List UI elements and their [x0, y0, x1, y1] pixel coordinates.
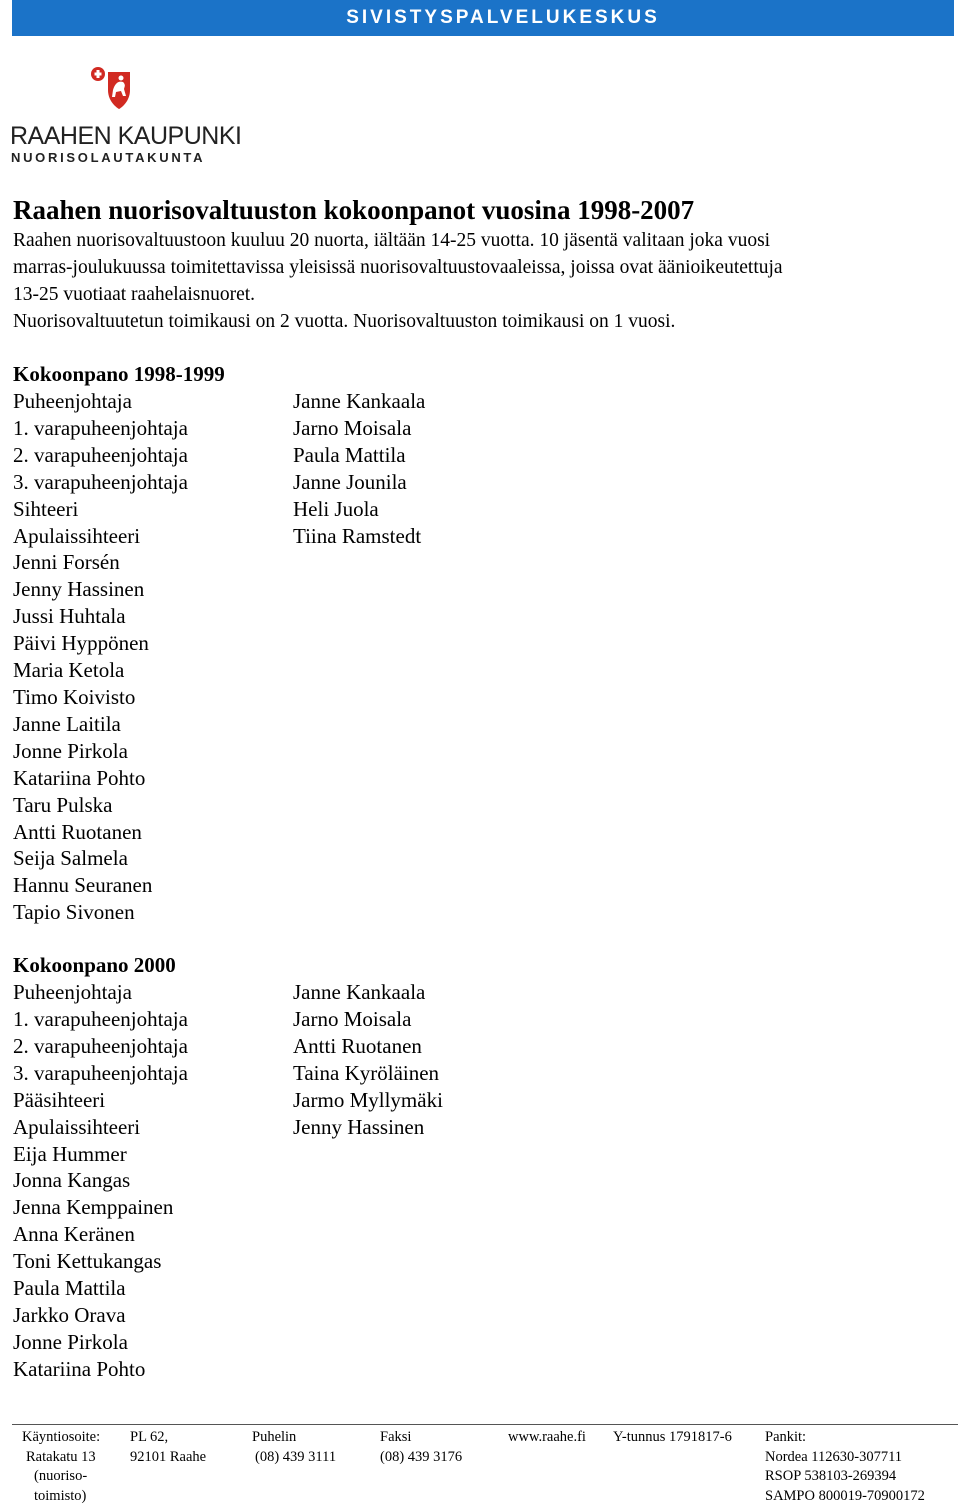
officer-name: Paula Mattila — [293, 442, 406, 467]
officer-role: Apulaissihteeri — [13, 523, 141, 548]
officer-role: Apulaissihteeri — [13, 1114, 141, 1139]
officer-row — [13, 442, 948, 469]
intro-line: 13-25 vuotiaat raahelaisnuoret. — [13, 284, 256, 305]
officer-role: 2. varapuheenjohtaja — [13, 442, 188, 467]
website-link[interactable]: www.raahe.fi — [508, 1429, 586, 1445]
address-line: Ratakatu 13 — [26, 1448, 96, 1465]
officer-name: Tiina Ramstedt — [293, 523, 422, 548]
officer-row — [13, 496, 948, 523]
officer-row — [13, 1087, 948, 1114]
member-name: Katariina Pohto — [13, 1356, 146, 1381]
officer-row — [13, 415, 948, 442]
officer-row — [13, 1114, 948, 1141]
member-name: Katariina Pohto — [13, 765, 146, 790]
member-name: Jonna Kangas — [13, 1168, 131, 1193]
bank-account: SAMPO 800019-70900172 — [765, 1487, 925, 1504]
member-name: Eija Hummer — [13, 1141, 127, 1166]
intro-line: Raahen nuorisovaltuustoon kuuluu 20 nuorta, iältään 14-25 vuotta. 10 jäsentä valitaan joka vuosi — [13, 230, 771, 251]
city-logo — [10, 64, 242, 165]
member-name: Jonne Pirkola — [13, 1329, 128, 1354]
officer-name: Jenny Hassinen — [293, 1114, 425, 1139]
bank-account: Nordea 112630-307711 — [765, 1448, 903, 1465]
member-name: Jonne Pirkola — [13, 738, 128, 763]
member-name: Maria Ketola — [13, 658, 125, 683]
fax-label: Faksi — [380, 1429, 412, 1445]
footer-fax — [380, 1428, 462, 1467]
officer-name: Jarno Moisala — [293, 415, 412, 440]
officer-name: Jarno Moisala — [293, 1007, 412, 1032]
officer-role: Puheenjohtaja — [13, 980, 132, 1005]
officer-role: 1. varapuheenjohtaja — [13, 1007, 188, 1032]
officer-name: Jarmo Myllymäki — [293, 1087, 443, 1112]
officer-role: 3. varapuheenjohtaja — [13, 469, 188, 494]
member-name: Jussi Huhtala — [13, 604, 126, 629]
banks-label: Pankit: — [765, 1429, 807, 1445]
member-name: Antti Ruotanen — [13, 819, 142, 844]
member-name: Taru Pulska — [13, 792, 113, 817]
officer-row — [13, 388, 948, 415]
member-name: Janne Laitila — [13, 711, 121, 736]
phone-label: Puhelin — [252, 1429, 297, 1445]
officer-role: 2. varapuheenjohtaja — [13, 1033, 188, 1058]
member-name: Hannu Seuranen — [13, 873, 153, 898]
officer-name: Antti Ruotanen — [293, 1033, 422, 1058]
member-name: Timo Koivisto — [13, 684, 136, 709]
officer-name: Janne Kankaala — [293, 389, 426, 413]
officer-name: Janne Jounila — [293, 469, 407, 494]
member-name: Tapio Sivonen — [13, 900, 135, 925]
footer-postal — [130, 1428, 206, 1467]
intro-line: Nuorisovaltuutetun toimikausi on 2 vuotta. Nuorisovaltuuston toimikausi on 1 vuosi. — [13, 311, 676, 332]
officer-row — [13, 1006, 948, 1033]
footer-phone — [252, 1428, 336, 1467]
footer-banks — [765, 1428, 925, 1506]
member-name: Jenny Hassinen — [13, 577, 145, 602]
section-title: Kokoonpano 1998-1999 — [13, 362, 225, 386]
footer-address — [22, 1428, 100, 1506]
officer-row — [13, 1060, 948, 1087]
business-id: Y-tunnus 1791817-6 — [613, 1429, 732, 1445]
member-name: Jenni Forsén — [13, 550, 120, 575]
composition-2000 — [13, 952, 948, 1383]
member-name: Paula Mattila — [13, 1276, 126, 1301]
crest-icon — [82, 64, 144, 116]
member-name: Jenna Kemppainen — [13, 1195, 174, 1220]
officer-role: 1. varapuheenjohtaja — [13, 415, 188, 440]
officer-row — [13, 979, 948, 1006]
address-label: Käyntiosoite: — [22, 1429, 101, 1445]
footer — [0, 1428, 960, 1506]
officer-role: Pääsihteeri — [13, 1087, 106, 1112]
fax-number: (08) 439 3176 — [380, 1448, 463, 1465]
logo-city-name: RAAHEN KAUPUNKI — [10, 122, 242, 150]
officer-role: Sihteeri — [13, 496, 79, 521]
footer-web — [508, 1428, 586, 1448]
member-name: Päivi Hyppönen — [13, 631, 149, 656]
bank-account: RSOP 538103-269394 — [765, 1468, 897, 1484]
document-body — [13, 193, 948, 1383]
member-name: Seija Salmela — [13, 846, 128, 871]
officer-row — [13, 1033, 948, 1060]
logo-department: NUORISOLAUTAKUNTA — [11, 150, 206, 165]
banner-title: SIVISTYSPALVELUKESKUS — [346, 7, 660, 28]
officer-role: Puheenjohtaja — [13, 389, 132, 413]
address-line: (nuoriso- — [34, 1468, 88, 1484]
composition-1998-1999 — [13, 361, 948, 926]
member-name: Toni Kettukangas — [13, 1249, 162, 1274]
section-title: Kokoonpano 2000 — [13, 953, 176, 978]
address-line: toimisto) — [34, 1487, 87, 1504]
header-banner — [12, 0, 954, 36]
po-box: PL 62, — [130, 1429, 169, 1445]
postal-code: 92101 Raahe — [130, 1448, 207, 1465]
officer-name: Taina Kyröläinen — [293, 1060, 440, 1085]
officer-row — [13, 469, 948, 496]
officer-name: Heli Juola — [293, 496, 379, 521]
footer-business-id — [613, 1428, 732, 1448]
officer-row — [13, 523, 948, 550]
officer-name: Janne Kankaala — [293, 980, 426, 1005]
phone-number: (08) 439 3111 — [255, 1448, 337, 1465]
footer-divider — [12, 1424, 958, 1425]
member-name: Jarkko Orava — [13, 1303, 126, 1327]
member-name: Anna Keränen — [13, 1222, 135, 1247]
intro-line: marras-joulukuussa toimitettavissa yleisissä nuorisovaltuustovaaleissa, joissa ovat äänioikeutettuja — [13, 257, 783, 278]
officer-role: 3. varapuheenjohtaja — [13, 1060, 188, 1085]
page-title: Raahen nuorisovaltuuston kokoonpanot vuosina 1998-2007 — [13, 195, 695, 225]
